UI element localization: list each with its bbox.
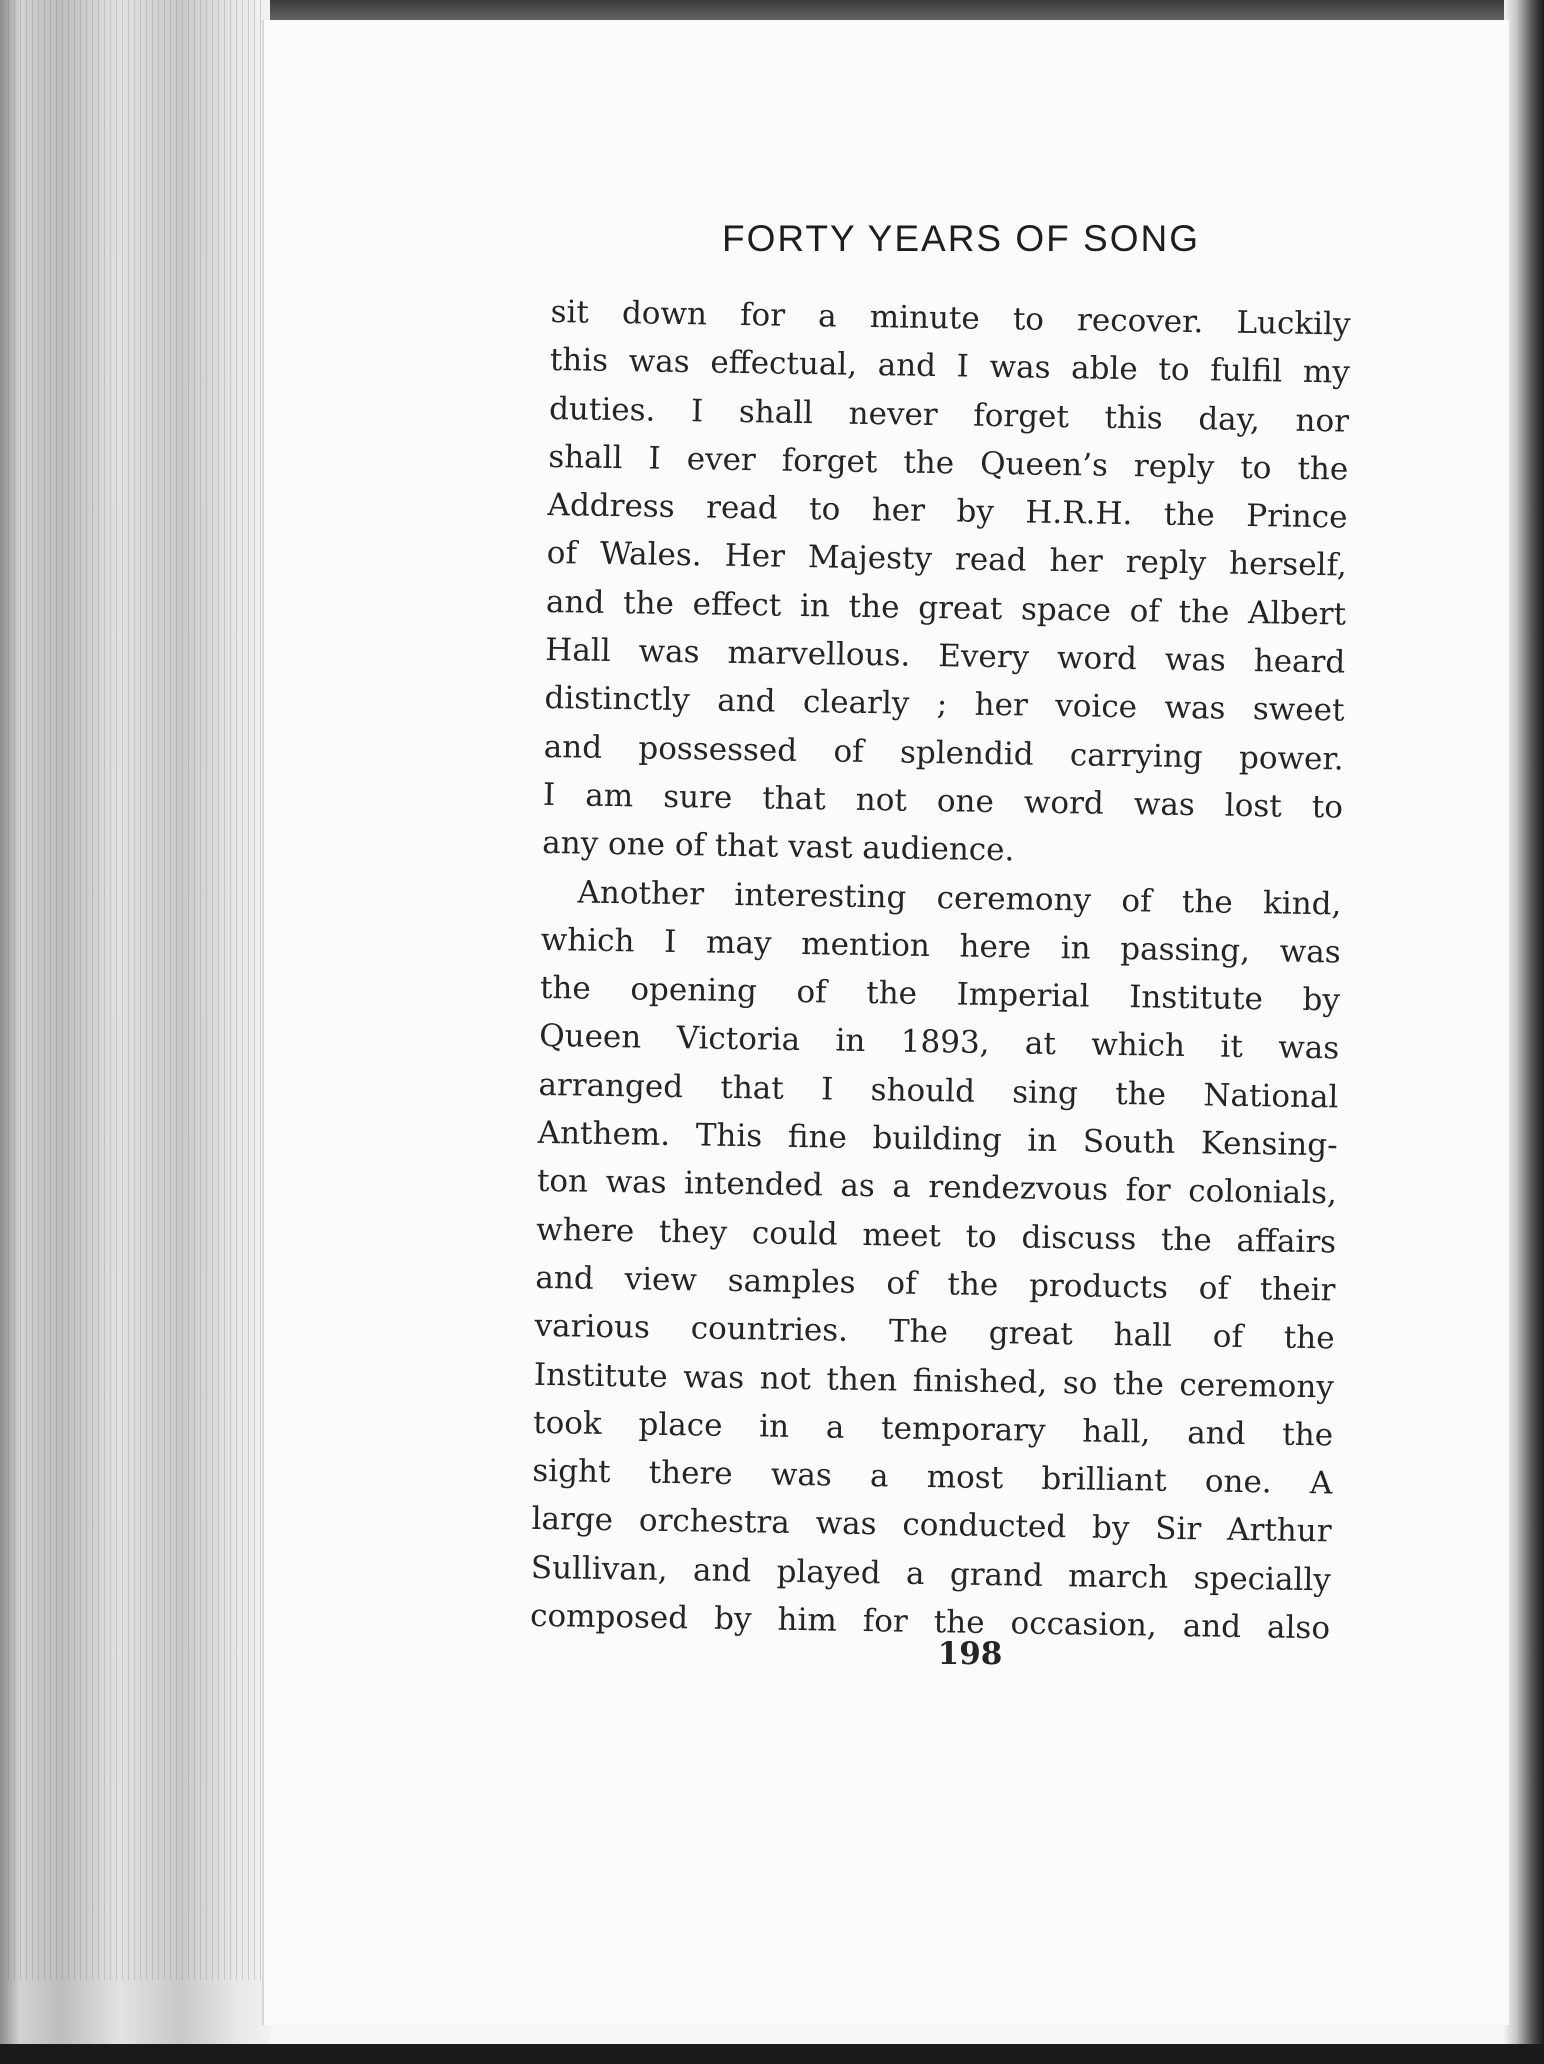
text-line: and view samples of the products of their [535, 1259, 1336, 1309]
book-spine-shadow [1504, 0, 1544, 2064]
text-line: ton was intended as a rendezvous for colonials, [536, 1163, 1338, 1212]
text-line: Address read to her by H.R.H. the Prince [547, 487, 1348, 536]
text-line: Another interesting ceremony of the kind, [577, 874, 1342, 923]
text-line: Sullivan, and played a grand march specially [530, 1549, 1332, 1599]
text-line: duties. I shall never forget this day, nor [548, 390, 1350, 440]
page-stack-texture [8, 0, 263, 1980]
text-line: Anthem. This fine building in South Kensing- [537, 1114, 1338, 1164]
text-line: any one of that vast audience. [541, 825, 1015, 869]
text-line: sight there was a most brilliant one. A [532, 1452, 1333, 1502]
text-line: various countries. The great hall of the [534, 1308, 1335, 1357]
text-line: of Wales. Her Majesty read her reply herself, [546, 535, 1348, 585]
text-line: and possessed of splendid carrying power. [543, 728, 1344, 778]
text-line: shall I ever forget the Queen’s reply to the [548, 438, 1349, 488]
text-line: distinctly and clearly ; her voice was sweet [544, 680, 1345, 729]
text-line: Queen Victoria in 1893, at which it was [538, 1018, 1340, 1067]
body-text [530, 288, 1351, 1653]
text-line: where they could meet to discuss the affairs [535, 1211, 1337, 1261]
text-line: and the effect in the great space of the Albert [545, 583, 1347, 633]
running-head: FORTY YEARS OF SONG [722, 218, 1200, 259]
text-line: Institute was not then finished, so the ceremony [533, 1356, 1335, 1405]
text-line: the opening of the Imperial Institute by [539, 970, 1341, 1019]
text-line: this was effectual, and I was able to fulfil my [549, 342, 1351, 391]
text-line: sit down for a minute to recover. Luckily [550, 293, 1351, 343]
text-line: I am sure that not one word was lost to [542, 776, 1344, 826]
text-line: large orchestra was conducted by Sir Arthur [531, 1501, 1332, 1550]
scan-bottom-border [0, 2044, 1544, 2064]
text-line: took place in a temporary hall, and the [532, 1404, 1334, 1454]
book-page-edges [0, 0, 270, 2064]
text-line: which I may mention here in passing, was [540, 921, 1341, 971]
text-line: arranged that I should sing the National [538, 1066, 1339, 1116]
text-line: Hall was marvellous. Every word was heard [545, 632, 1346, 681]
page-number: 198 [937, 1636, 1003, 1672]
text-line: composed by him for the occasion, and also [529, 1597, 1331, 1647]
